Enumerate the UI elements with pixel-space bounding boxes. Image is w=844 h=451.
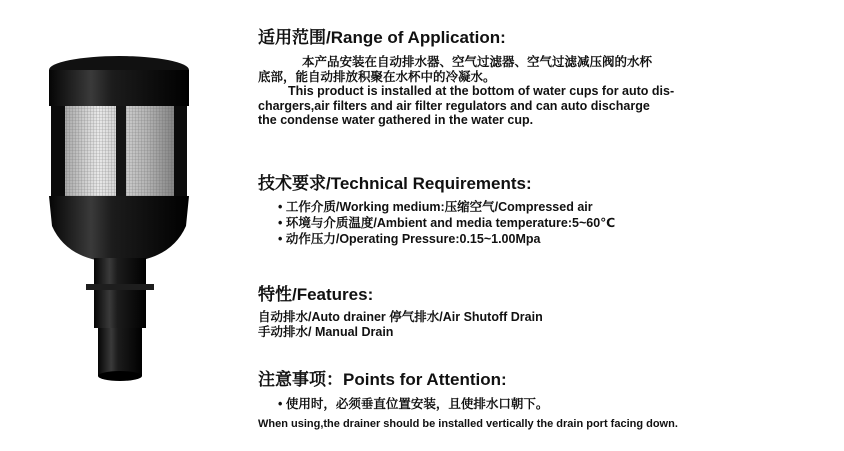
attention-item: • 使用时，必须垂直位置安装，且使排水口朝下。 [278, 397, 549, 411]
range-heading: 适用范围/Range of Application: [258, 28, 506, 47]
range-of-application-section [258, 28, 838, 128]
range-en-line1: This product is installed at the bottom of water cups for auto dis- [288, 84, 675, 98]
points-for-attention-section [258, 370, 838, 431]
range-zh-line2: 底部，能自动排放积聚在水杯中的冷凝水。 [258, 69, 496, 84]
range-en-line2: chargers,air filters and air filter regulators and can auto discharge [258, 98, 650, 113]
features-line2: 手动排水/ Manual Drain [258, 324, 394, 339]
features-line1: 自动排水/Auto drainer 停气排水/Air Shutoff Drain [258, 310, 543, 324]
technical-item-temperature: • 环境与介质温度/Ambient and media temperature:5~60℃ [278, 216, 616, 230]
product-drain-filter-image [24, 48, 214, 388]
technical-item-medium: • 工作介质/Working medium:压缩空气/Compressed air [278, 200, 593, 214]
attention-heading: 注意事项：Points for Attention: [258, 370, 507, 389]
features-heading: 特性/Features: [258, 285, 374, 304]
features-section [258, 285, 838, 339]
technical-item-pressure: • 动作压力/Operating Pressure:0.15~1.00Mpa [278, 232, 541, 246]
attention-english-note: When using,the drainer should be installed vertically the drain port facing down. [258, 418, 678, 430]
range-en-line3: the condense water gathered in the water cup. [258, 113, 534, 127]
range-zh-line1: 本产品安装在自动排水器、空气过滤器、空气过滤减压阀的水杯 [302, 55, 653, 69]
technical-heading: 技术要求/Technical Requirements: [258, 174, 532, 193]
technical-requirements-section [258, 174, 838, 247]
